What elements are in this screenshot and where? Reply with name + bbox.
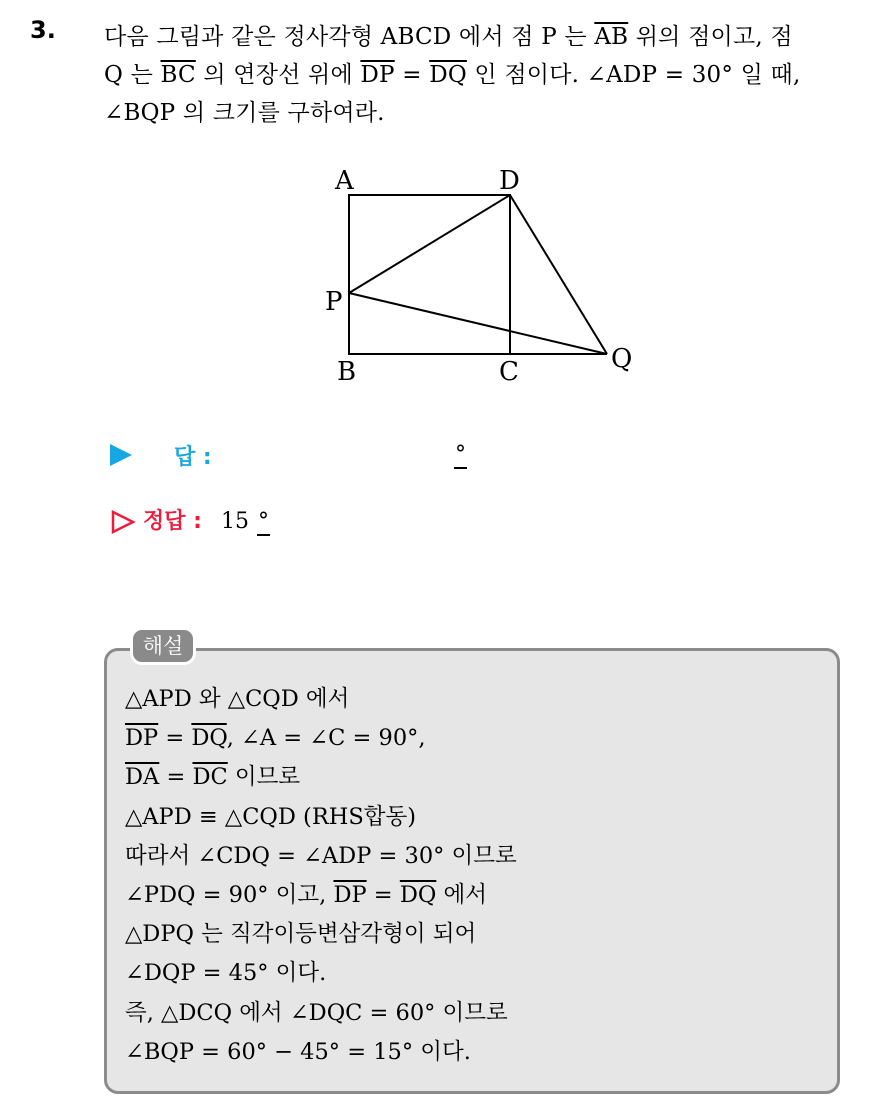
segment-bc: $\overline{BC}$ (160, 62, 196, 88)
solution-line-2: $\overline{DP} = \overline{DQ}$, ∠A = ∠C = 90°, (125, 725, 426, 752)
outline-arrow-icon (110, 509, 136, 535)
answer-row (110, 442, 466, 470)
answer-blank[interactable] (454, 442, 467, 467)
solution-text (125, 680, 517, 1072)
segment-ab: $\overline{AB}$ (594, 24, 629, 50)
correct-unit: ° (257, 509, 269, 534)
solution-line-1: △APD 와 △CQD 에서 (125, 686, 350, 712)
label-p: P (325, 287, 343, 317)
question-line-2: Q 는 $\overline{BC}$ 의 연장선 위에 $\overline{DP} = \overline{DQ}$ 인 점이다. ∠ADP = 30° 일 때, (104, 62, 801, 88)
solution-line-6: ∠PDQ = 90° 이고, $\overline{DP} = \overline{DQ}$ 에서 (125, 881, 487, 908)
correct-label: 정답 : (143, 509, 202, 534)
label-b: B (337, 357, 357, 387)
solution-line-5: 따라서 ∠CDQ = ∠ADP = 30° 이므로 (125, 842, 517, 869)
correct-value: 15 (220, 509, 249, 534)
label-c: C (499, 357, 519, 387)
solution-tab: 해설 (130, 627, 196, 665)
segment-dq-line (510, 195, 607, 354)
label-a: A (335, 166, 354, 196)
solution-line-10: ∠BQP = 60° − 45° = 15° 이다. (125, 1038, 471, 1065)
solution-line-7: △DPQ 는 직각이등변삼각형이 되어 (125, 921, 477, 948)
square-abcd (349, 195, 510, 354)
label-q: Q (611, 344, 633, 374)
solution-line-3: $\overline{DA} = \overline{DC}$ 이므로 (125, 764, 301, 791)
question-line-1: 다음 그림과 같은 정사각형 ABCD 에서 점 P 는 $\overline{AB}$ 위의 점이고, 점 (104, 24, 793, 50)
solution-line-4: △APD ≡ △CQD (RHS합동) (125, 803, 417, 830)
label-d: D (499, 166, 520, 196)
answer-label: 답 : (174, 445, 212, 470)
segment-dp: $\overline{DP}$ (360, 62, 395, 88)
segment-pd (349, 195, 510, 293)
solution-line-8: ∠DQP = 45° 이다. (125, 960, 327, 987)
figure-lines (349, 195, 607, 354)
correct-answer-row (110, 504, 270, 535)
segment-dq: $\overline{DQ}$ (429, 62, 467, 88)
segment-pq (349, 293, 607, 354)
solution-line-9: 즉, △DCQ 에서 ∠DQC = 60° 이므로 (125, 999, 508, 1026)
geometry-figure (0, 0, 884, 420)
answer-unit: ° (455, 442, 466, 467)
question-number: 3. (30, 16, 56, 44)
play-arrow-icon (110, 444, 132, 466)
question-line-3: ∠BQP 의 크기를 구하여라. (104, 100, 385, 126)
